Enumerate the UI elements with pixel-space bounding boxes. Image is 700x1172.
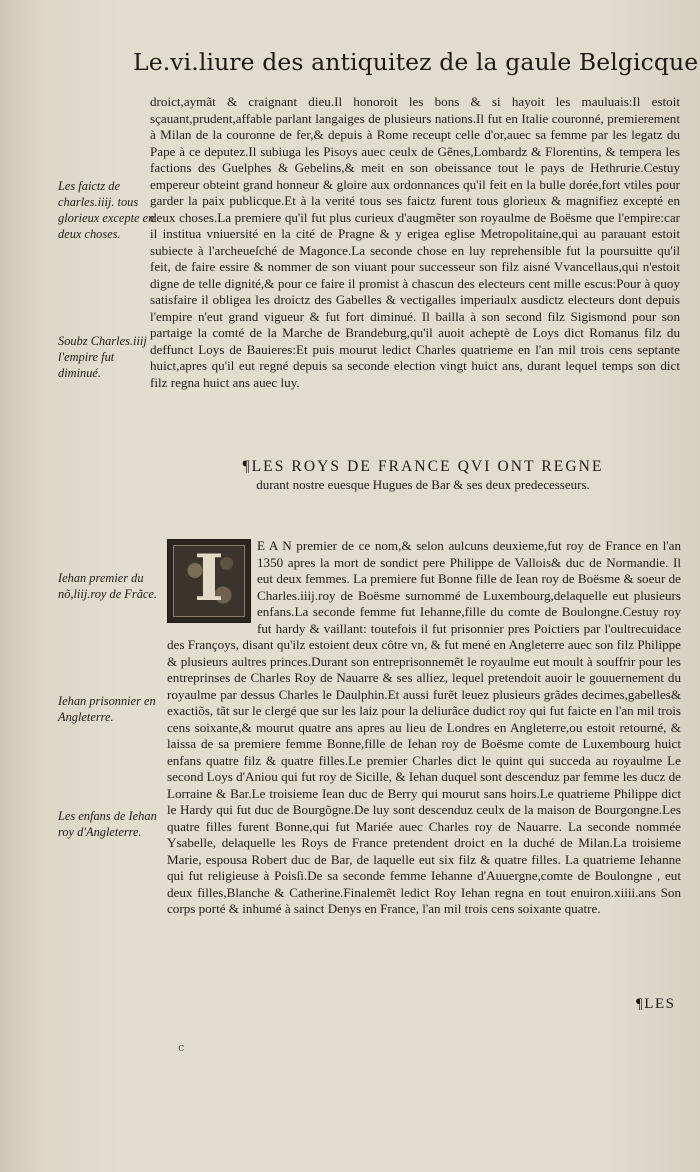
margin-note-4: Iehan prisonnier en Angleterre. (58, 694, 156, 724)
margin-note-2: Soubz Charles.iiij l'empire fut diminué. (58, 334, 147, 380)
catchword: ¶LES (636, 996, 676, 1012)
running-head: Le.vi.liure des antiquitez de la gaule Belgicque (133, 48, 699, 76)
decorated-initial-letter (167, 539, 251, 623)
paragraph-text: droict,aymãt & craignant dieu.Il honoroit les bons & si hayoit les mauluais:Il estoit sçauant,prudent,affable parlant langaiges de plusieurs nations.Il fut en Italie couronné, premierement à Milan de la couronne de fer,& depuis à Rome receupt celle d'or,auec sa femme par les legatz du Pape à ce deputez.Il subiuga les Pisoys auec ceulx de Gẽnes,Lombardz & Florentins, & tempera les factions des Guelphes & Gebelins,& meit en son obeissance tout le pays de Hethrurie.Cestuy empereur obteint grand honneur & gloire aux ordonnances qu'il feit en la bulle dorée,fort vtiles pour garder la paix publicque.Et à la verité tous ses faictz furent tous glorieux & magnifiez excepté en deux choses.La premiere qu'il fut plus curieux d'augmẽter son royaulme de Boësme que l'empire:car il institua vniuersité en la cité de Pragne & y erigea eglise Metropolitaine,qui au parauant estoit subiecte à l'archeueſché de Magonce.La seconde chose en luy reprehensible fut la poursuitte qu'il feit, de faire essire & nommer de son viuant pour successeur son filz aisné Vvancellaus,qui n'estoit digne de telle dignité,& pour ce faire il promist à chascun des electeurs cent mille escus:Pour à quoy satisfaire il obligea les droictz des Gabelles & vectigalles imperiaulx ausdictz electeurs dont depuis l'empire n'eut grand vigueur & fut fort diminué. Il bailla à son second filz Sigismond pour son partaige la comté de la Marche de Brandeburg,qu'il auoit acheptè de Loys dict Romanus filz du deffunct Loys de Bauieres:Et puis mourut ledict Charles quatrieme en l'an mil trois cens septante huict,apres qu'il eut regné depuis sa seconde election vingt huict ans, durant lequel temps son dict filz regna huict ans auec luy. (150, 94, 680, 390)
body-paragraph-1 (150, 94, 680, 391)
initial-letter-glyph: I (194, 541, 224, 616)
section-heading (178, 458, 668, 493)
section-heading-line-1: ¶LES ROYS DE FRANCE QVI ONT REGNE (242, 458, 604, 475)
paragraph-text: E A N premier de ce nom,& selon aulcuns deuxieme,fut roy de France en l'an 1350 apres la mort de sondict pere Philippe de Vallois& duc de Normandie. Il eut deux femmes. La premiere fut Bonne fille de Iean roy de Boësme & soeur de Charles.iiij.roy de Boësme surnommé de Luxembourg,delaquelle eut plusieurs enfans.La seconde femme fut Iehanne,fille du comte de Boulongne.Cestuy roy fut hardy & vaillant: toutefois il fut prisonnier pres Poictiers par l'oultrecuidace des Françoys, disant qu'ilz estoient deux côtre vn, & fut mené en Angleterre auec son filz Philippe & plusieurs aultres princes.Durant son entreprisonnemẽt le royaulme eut moult à souffrir pour les entreprinses de Charles Roy de Nauarre & ses alliez, lequel pretendoit auoir le gouuernement du royaulme par dessus Charles le Daulphin.Et aussi furẽt leuez plusieurs grãdes decimes,gabelles& exactiõs, tãt sur le clergé que sur les laiz pour la deliurãce dudict roy qui fut faicte en l'an mil trois cens soixante,& mourut quatre ans apres au lieu de Londres en Angleterre,ou estoit retourné, & laissa de sa premiere femme Bonne,fille de Iehan roy de Boësme comte de Luxembourg huict enfans quatre filz & quatre filles.Le premier Charles dict le quint qui succeda au royaulme Le second Loys d'Aniou qui fut roy de Sicille, & Iehan duquel sont descenduz par femme les ducz de Lorraine & Bar.Le troisieme Iean duc de Berry qui mourut sans hoirs.Le quatrieme Philippe dict le Hardy qui fut duc de Bourgõgne.De luy sont descenduz ceulx de la maison de Bourgongne.Les quatre filles furent Bonne,qui fut Mariée auec Charles roy de Nauarre. La seconde nommée Ysabelle, delaquelle les Roys de France pretendent droict en la duché de Milan.La troisieme Marie, espousa Robert duc de Bar, de laquelle eut six filz & quatre filles. La quatrieme Iehanne qui fut religieuse à Poisſi.De sa seconde femme Iehanne d'Auuergne,comte de Boulongne , eut deux filles,Blanche & Catherine.Finalemẽt ledict Roy Iehan regna en tout enuiron.xiiii.ans Son corps porté & inhumé à sainct Denys en France, l'an mil trois cens soixante quatre. (167, 538, 681, 916)
section-heading-line-2: durant nostre euesque Hugues de Bar & ses deux predecesseurs. (256, 477, 590, 492)
body-paragraph-2 (167, 538, 681, 918)
margin-note-1: Les faictz de charles.iiij. tous glorieux excepte en deux choses. (58, 179, 155, 241)
stray-mark: c (178, 1041, 185, 1054)
margin-note-5: Les enfans de Iehan roy d'Angleterre. (58, 809, 157, 839)
margin-note-3: Iehan premier du nõ,liij.roy de Frãce. (58, 571, 157, 601)
